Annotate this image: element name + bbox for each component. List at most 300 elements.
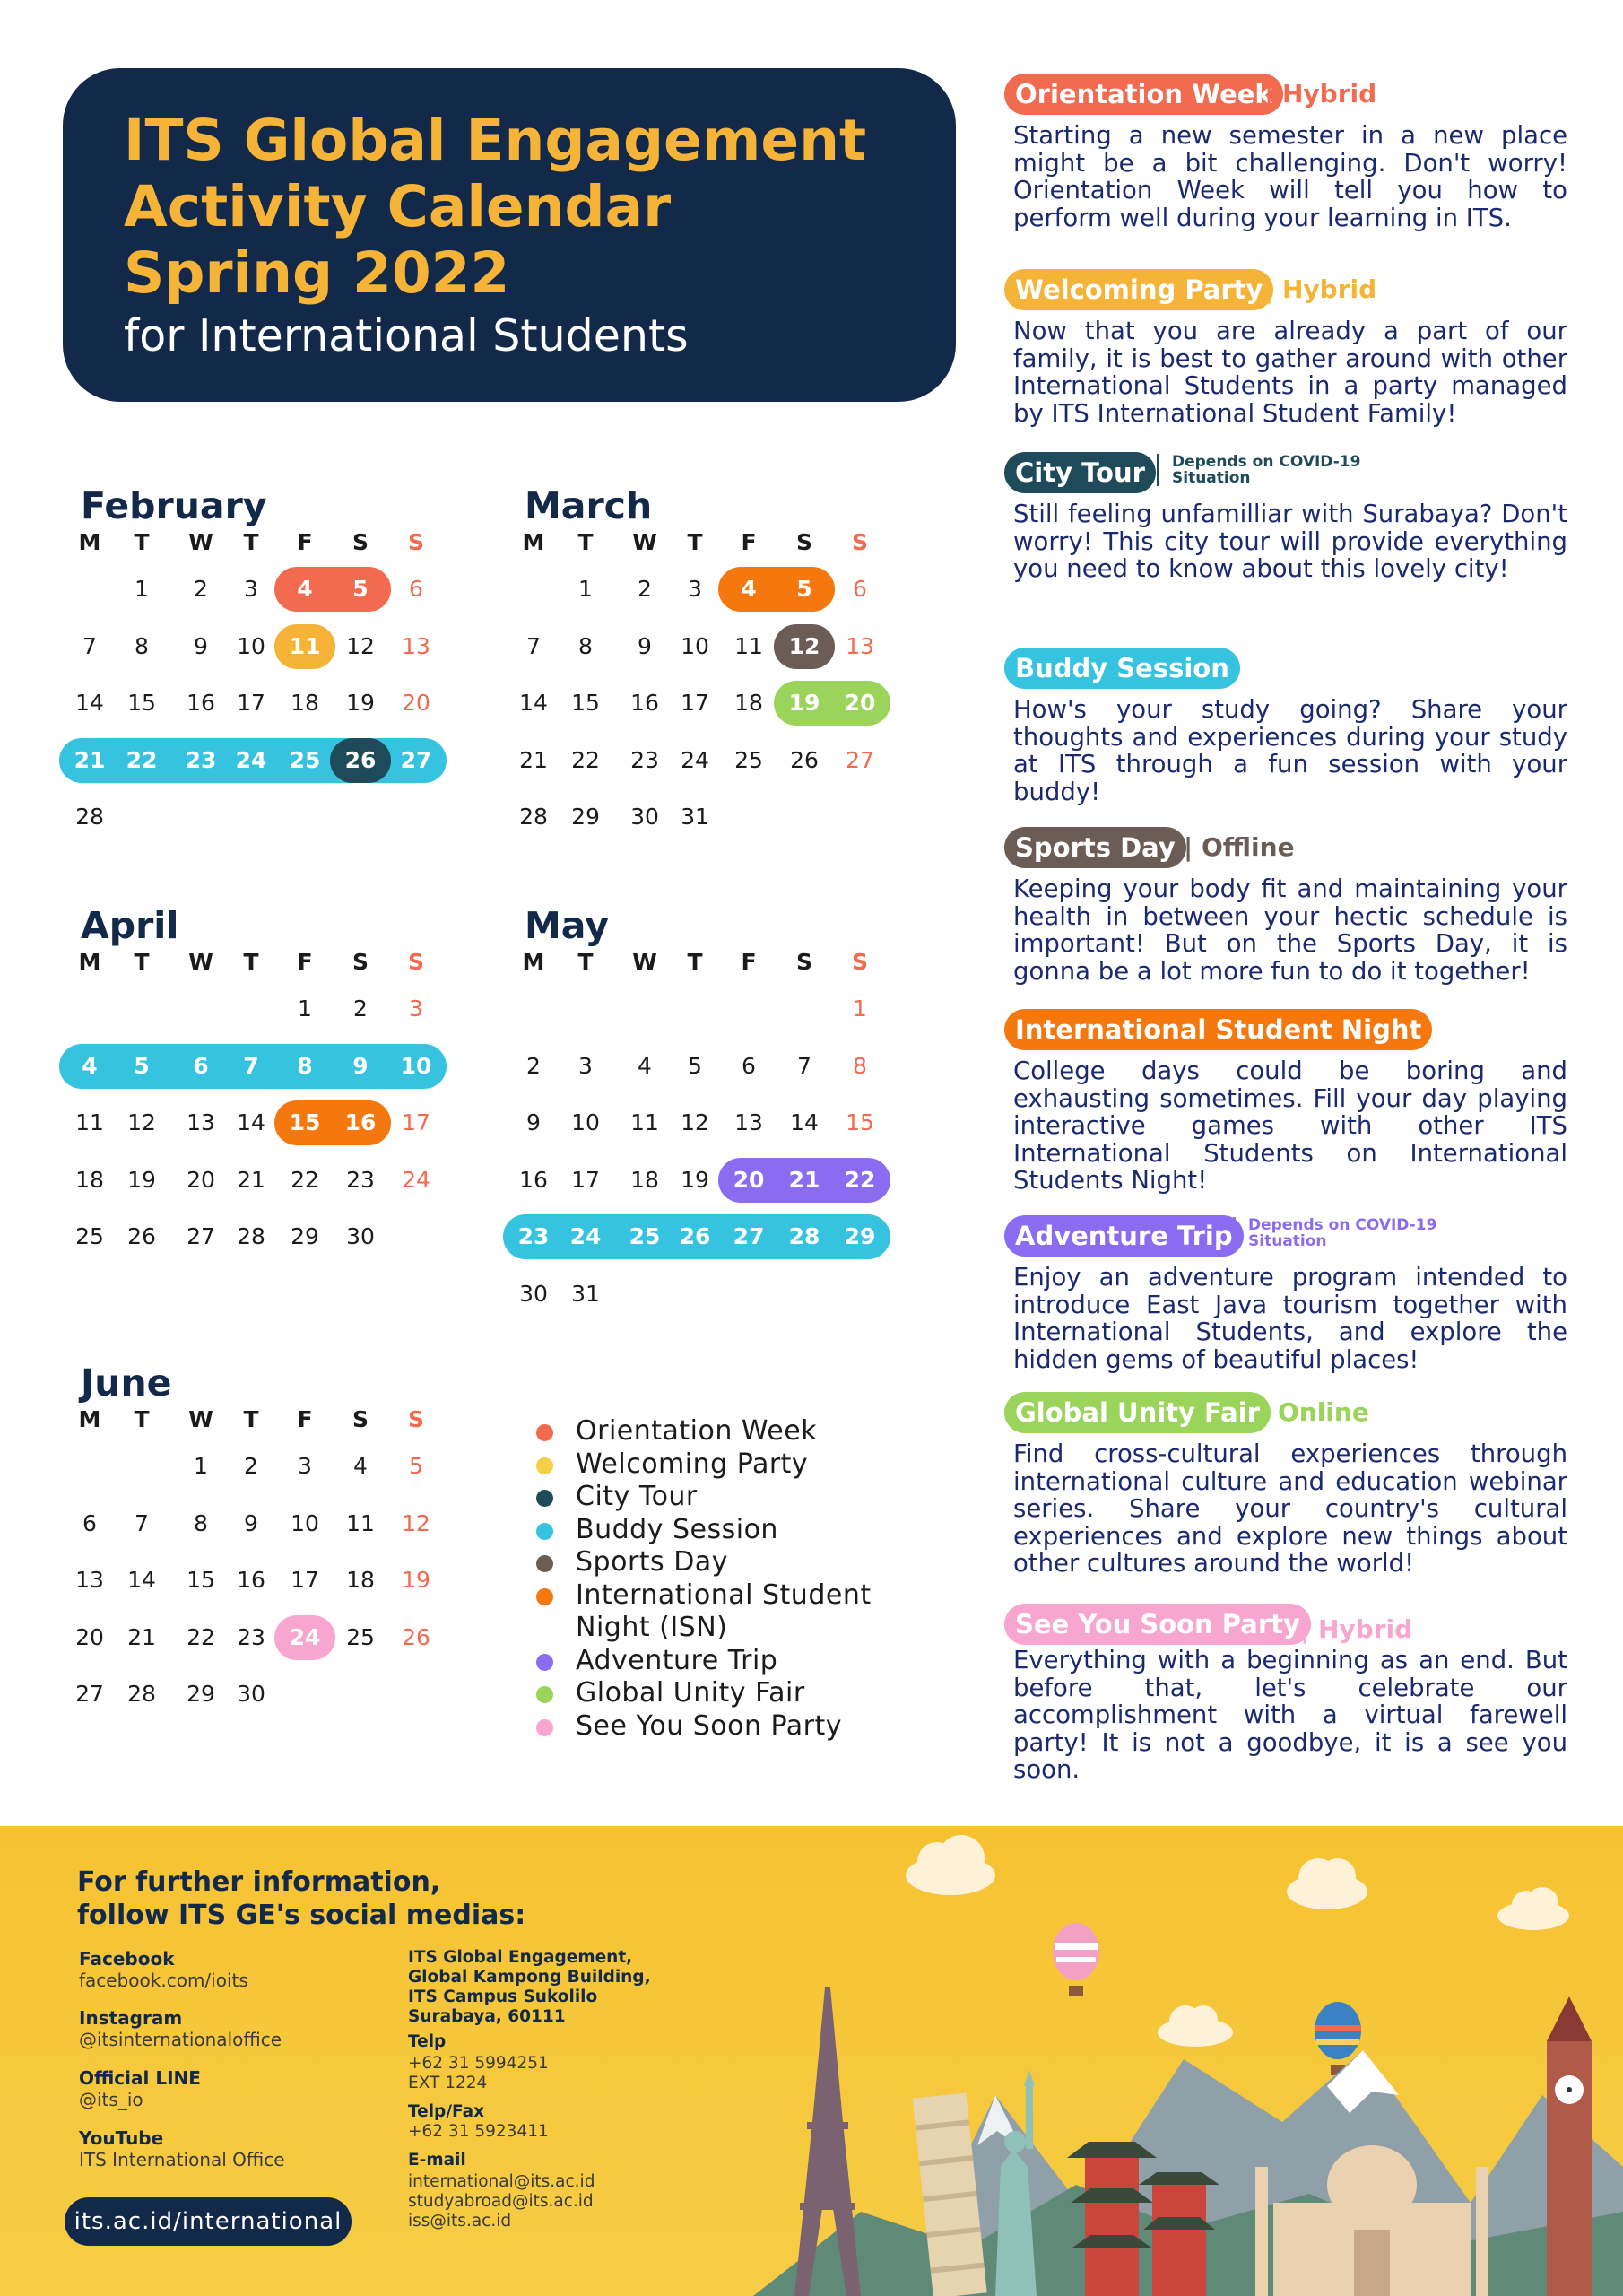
event-description: Still feeling unfamilliar with Surabaya? Don't worry! This city tour will provide everything you need to know about this lovely city!: [1013, 500, 1567, 583]
legend-dot: [536, 1555, 553, 1572]
calendar-day: 13: [402, 632, 430, 659]
calendar-day: 10: [571, 1109, 600, 1135]
calendar-day: 16: [237, 1567, 265, 1593]
calendar-day: 10: [400, 1052, 432, 1079]
month-name: June: [81, 1361, 172, 1405]
calendar-day: 6: [853, 576, 867, 602]
calendar-day: 23: [185, 746, 217, 773]
calendar-day: 24: [681, 746, 709, 773]
calendar-day: 7: [243, 1052, 259, 1079]
legend-dot: [536, 1523, 553, 1540]
calendar-day: 22: [187, 1623, 215, 1650]
calendar-day: 21: [788, 1166, 820, 1193]
calendar-day: 22: [126, 746, 158, 773]
event-description: Everything with a beginning as an end. But before that, let's celebrate our accomplishment with a virtual farewell party! It is not a goodbye, it is a see you soon.: [1013, 1646, 1567, 1784]
instagram-link[interactable]: @itsinternationaloffice: [79, 2029, 282, 2050]
calendar-day: 5: [352, 576, 369, 602]
calendar-day: 13: [846, 632, 874, 659]
calendar-day: 4: [741, 576, 757, 602]
event-tag: Global Unity Fair: [1004, 1392, 1271, 1433]
legend-item: [534, 1546, 965, 1579]
weekday-label: F: [297, 1406, 313, 1432]
calendar-day: 12: [402, 1509, 430, 1536]
event-description: Find cross-cultural experiences through international culture and education webinar series. Share your country's cultural experiences and explore new things about other cultures around the world!: [1013, 1439, 1567, 1578]
calendar-day: 6: [742, 1052, 756, 1079]
calendar-day: 23: [517, 1223, 550, 1249]
weekday-label: M: [78, 1406, 101, 1432]
calendar-day: 30: [237, 1681, 265, 1707]
address-line: ITS Global Engagement,: [408, 1948, 633, 1967]
calendar-day: 8: [297, 1052, 313, 1079]
calendar-day: 24: [289, 1623, 321, 1650]
event-description: Starting a new semester in a new place might be a bit challenging. Don't worry! Orientation Week will tell you how to perform well during your learning in ITS.: [1013, 121, 1567, 232]
calendar-day: 25: [75, 1223, 104, 1249]
event-international-student-night: [1004, 1009, 1567, 1195]
calendar-day: 23: [237, 1623, 265, 1650]
calendar-day: 31: [681, 804, 709, 830]
calendar-day: 20: [844, 690, 876, 716]
weekday-label: M: [522, 949, 545, 975]
address-line: ITS Campus Sukolilo: [408, 1987, 598, 2006]
month-name: April: [81, 904, 179, 947]
calendar-day: 8: [135, 632, 149, 659]
calendar-day: 3: [298, 1453, 312, 1479]
weekday-label: T: [577, 529, 594, 555]
calendar-day: 22: [291, 1166, 319, 1193]
event-see-you-soon-party: [1004, 1604, 1567, 1784]
legend-dot: [536, 1490, 553, 1507]
legend-label: Buddy Session: [576, 1513, 778, 1545]
weekday-label: S: [795, 529, 812, 555]
event-mode: | Offline: [1184, 832, 1295, 862]
calendar-day: 21: [74, 746, 106, 773]
calendar-day: 9: [194, 632, 208, 659]
calendar-day: 2: [526, 1052, 541, 1079]
calendar-day: 18: [734, 690, 763, 716]
calendar-day: 1: [194, 1453, 208, 1479]
calendar-day: 12: [681, 1109, 709, 1135]
event-tag: International Student Night: [1004, 1009, 1432, 1050]
calendar-day: 3: [688, 576, 702, 602]
legend-label: Sports Day: [576, 1546, 728, 1578]
event-header: [1004, 827, 1567, 868]
weekday-label: S: [352, 949, 369, 975]
calendar-day: 3: [578, 1052, 593, 1079]
event-mode: | Online: [1260, 1397, 1369, 1427]
page-title: [124, 108, 931, 307]
weekday-label: M: [522, 529, 545, 555]
calendar-day: 6: [409, 576, 423, 602]
month-april: [63, 904, 466, 1249]
event-city-tour: [1004, 452, 1567, 583]
email-link[interactable]: studyabroad@its.ac.id: [408, 2192, 594, 2211]
month-march: [507, 484, 910, 830]
calendar-day: 5: [796, 576, 812, 602]
calendar-day: 7: [82, 632, 97, 659]
calendar-day: 28: [519, 804, 548, 830]
weekday-label: S: [851, 529, 868, 555]
event-mode: Depends on COVID-19 Situation: [1157, 454, 1363, 486]
legend-item: [534, 1448, 965, 1482]
calendar-day: 1: [578, 576, 593, 602]
legend-label: Global Unity Fair: [576, 1677, 805, 1709]
email-label: E-mail: [408, 2151, 466, 2170]
weekday-label: M: [78, 949, 101, 975]
weekday-label: M: [78, 529, 101, 555]
legend-label: City Tour: [576, 1481, 698, 1512]
telp-line: +62 31 5994251: [408, 2054, 549, 2073]
calendar-day: 21: [127, 1623, 156, 1650]
weekday-label: F: [741, 949, 757, 975]
legend-dot: [536, 1424, 553, 1441]
telp-numbers: [408, 2054, 549, 2093]
event-tag: Buddy Session: [1004, 648, 1240, 689]
calendar-day: 11: [75, 1109, 104, 1135]
weekday-label: S: [352, 1406, 369, 1432]
calendar-day: 28: [788, 1223, 820, 1249]
calendar-day: 2: [194, 576, 208, 602]
calendar-day: 27: [75, 1681, 104, 1707]
youtube-label: YouTube: [79, 2127, 164, 2149]
calendar-day: 19: [402, 1567, 430, 1593]
legend-label: Welcoming Party: [576, 1448, 809, 1480]
calendar-day: 26: [344, 746, 377, 773]
calendar-day: 25: [346, 1623, 375, 1650]
legend-dot: [536, 1457, 553, 1474]
calendar-day: 16: [344, 1109, 377, 1135]
calendar-day: 12: [127, 1109, 156, 1135]
calendar-day: 4: [353, 1453, 368, 1479]
calendar-day: 7: [797, 1052, 812, 1079]
title-line-3: Spring 2022: [124, 240, 510, 306]
weekday-label: T: [243, 1406, 259, 1432]
calendar-day: 12: [346, 632, 375, 659]
calendar-day: 1: [853, 996, 867, 1022]
calendar-day: 20: [187, 1166, 215, 1193]
legend-label: Adventure Trip: [576, 1644, 778, 1676]
calendar-day: 27: [187, 1223, 215, 1249]
weekday-label: T: [134, 949, 150, 975]
calendar-day: 10: [237, 632, 265, 659]
calendar-day: 4: [638, 1052, 652, 1079]
telp-line: EXT 1224: [408, 2074, 488, 2092]
calendar-day: 19: [127, 1166, 156, 1193]
fax-label: Telp/Fax: [408, 2102, 485, 2121]
calendar-day: 23: [346, 1166, 375, 1193]
calendar-day: 15: [289, 1109, 321, 1135]
calendar-day: 23: [630, 746, 659, 773]
telp-label: Telp: [408, 2032, 447, 2051]
event-mode: Depends on COVID-19 Situation: [1233, 1217, 1439, 1249]
email-link[interactable]: iss@its.ac.id: [408, 2212, 512, 2231]
calendar-day: 26: [790, 746, 819, 773]
calendar-day: 18: [291, 690, 319, 716]
calendar-day: 8: [578, 632, 593, 659]
legend-item: [534, 1645, 965, 1678]
event-mode: | Hybrid: [1264, 274, 1377, 304]
weekday-label: T: [243, 949, 259, 975]
calendar-day: 22: [571, 746, 600, 773]
calendar-day: 30: [630, 804, 659, 830]
weekday-label: W: [632, 529, 657, 555]
email-link[interactable]: international@its.ac.id: [408, 2172, 595, 2191]
facebook-link[interactable]: facebook.com/ioits: [79, 1970, 248, 1991]
calendar-day: 29: [844, 1223, 876, 1249]
calendar-day: 25: [289, 746, 321, 773]
calendar-day: 28: [237, 1223, 265, 1249]
month-february: [63, 484, 466, 830]
legend-item: [534, 1579, 929, 1645]
calendar-day: 20: [733, 1166, 765, 1193]
event-tag: Sports Day: [1004, 827, 1186, 868]
calendar-day: 7: [135, 1509, 149, 1536]
calendar-day: 8: [853, 1052, 867, 1079]
legend-item: [534, 1481, 965, 1514]
legend: [534, 1415, 965, 1743]
month-name: March: [525, 484, 653, 527]
calendar-day: 15: [187, 1567, 215, 1593]
calendar-day: 26: [127, 1223, 156, 1249]
calendar-day: 6: [193, 1052, 209, 1079]
weekday-label: T: [134, 1406, 150, 1432]
calendar-day: 20: [75, 1623, 104, 1650]
weekday-label: W: [188, 529, 213, 555]
calendar-day: 2: [638, 576, 652, 602]
calendar-day: 8: [194, 1509, 208, 1536]
weekday-label: T: [687, 529, 703, 555]
calendar-day: 29: [291, 1223, 319, 1249]
calendar-day: 2: [244, 1453, 258, 1479]
calendar-day: 19: [788, 690, 820, 716]
website-link[interactable]: its.ac.id/international: [65, 2197, 352, 2246]
calendar-day: 1: [298, 996, 312, 1022]
hot-air-balloon-icon: [1053, 1923, 1099, 1996]
event-orientation-week: [1004, 74, 1567, 231]
month-name: May: [525, 904, 609, 947]
calendar-day: 10: [291, 1509, 319, 1536]
calendar-day: 10: [681, 632, 709, 659]
weekday-label: S: [407, 949, 424, 975]
calendar-day: 16: [519, 1166, 548, 1193]
follow-heading: [77, 1866, 525, 1932]
title-line-1: ITS Global Engagement: [124, 108, 867, 173]
event-tag: City Tour: [1004, 452, 1156, 493]
calendar-day: 28: [127, 1681, 156, 1707]
calendar-day: 14: [127, 1567, 156, 1593]
weekday-label: T: [577, 949, 594, 975]
calendar-day: 1: [135, 576, 149, 602]
calendar-day: 4: [297, 576, 313, 602]
calendar-day: 11: [630, 1109, 659, 1135]
title-line-2: Activity Calendar: [124, 174, 672, 239]
calendar-day: 9: [638, 632, 652, 659]
calendar-day: 13: [75, 1567, 104, 1593]
calendar-day: 4: [82, 1052, 98, 1079]
event-header: [1004, 1009, 1567, 1050]
calendar-day: 5: [688, 1052, 702, 1079]
event-description: Enjoy an adventure program intended to introduce East Java tourism together with International Students, and explore the hidden gems of beautiful places!: [1013, 1263, 1567, 1374]
calendar-day: 16: [630, 690, 659, 716]
calendar-day: 15: [127, 690, 156, 716]
month-may: [507, 904, 910, 1307]
weekday-label: F: [297, 529, 313, 555]
calendar-day: 24: [569, 1223, 602, 1249]
calendar-day: 25: [734, 746, 763, 773]
address-line: Surabaya, 60111: [408, 2007, 566, 2026]
fax-number: +62 31 5923411: [408, 2122, 549, 2141]
legend-item: [534, 1710, 965, 1744]
legend-dot: [536, 1588, 553, 1605]
event-tag: Welcoming Party: [1004, 269, 1273, 310]
instagram-label: Instagram: [79, 2007, 183, 2029]
calendar-day: 22: [844, 1166, 876, 1193]
weekday-label: T: [243, 529, 259, 555]
calendar-day: 17: [237, 690, 265, 716]
calendar-day: 18: [630, 1166, 659, 1193]
calendar-day: 25: [629, 1223, 661, 1249]
calendar-day: 14: [237, 1109, 265, 1135]
calendar-day: 19: [681, 1166, 709, 1193]
event-description: Keeping your body fit and maintaining your health in between your hectic schedule is important! But on the Sports Day, it is gonna be a lot more fun to do it together!: [1013, 874, 1567, 986]
event-buddy-session: [1004, 648, 1567, 805]
calendar-day: 15: [571, 690, 600, 716]
event-header: [1004, 1215, 1567, 1257]
calendar-day: 19: [346, 690, 375, 716]
event-header: [1004, 452, 1567, 493]
calendar-day: 3: [409, 996, 423, 1022]
line-label: Official LINE: [79, 2067, 201, 2089]
event-tag: Orientation Week: [1004, 74, 1283, 115]
legend-item: [534, 1415, 965, 1448]
event-adventure-trip: [1004, 1215, 1567, 1373]
calendar-day: 28: [75, 804, 104, 830]
weekday-label: W: [632, 949, 657, 975]
calendar-day: 20: [402, 690, 430, 716]
legend-label: Orientation Week: [576, 1415, 818, 1447]
page-subtitle: for International Students: [124, 310, 689, 361]
calendar-day: 29: [187, 1681, 215, 1707]
legend-label: International Student Night (ISN): [576, 1578, 872, 1643]
youtube-link[interactable]: ITS International Office: [79, 2149, 285, 2170]
event-header: [1004, 269, 1567, 310]
weekday-label: S: [352, 529, 369, 555]
calendar-day: 13: [734, 1109, 763, 1135]
weekday-label: S: [407, 1406, 424, 1432]
event-mode: | Hybrid: [1264, 79, 1377, 109]
legend-item: [534, 1514, 965, 1547]
event-tag: See You Soon Party: [1004, 1604, 1311, 1645]
address-line: Global Kampong Building,: [408, 1968, 651, 1987]
calendar-day: 30: [519, 1280, 548, 1307]
calendar-day: 27: [400, 746, 432, 773]
month-june: [63, 1361, 466, 1707]
calendar-day: 21: [519, 746, 548, 773]
event-header: [1004, 74, 1567, 115]
email-list: [408, 2172, 595, 2231]
calendar-day: 7: [526, 632, 541, 659]
calendar-day: 18: [75, 1166, 104, 1193]
event-description: How's your study going? Share your thoughts and experiences during your study at ITS through a fun session with your buddy!: [1013, 695, 1567, 806]
calendar-day: 24: [402, 1166, 430, 1193]
event-tag: Adventure Trip: [1004, 1215, 1244, 1257]
address: [408, 1948, 651, 2027]
calendar-day: 17: [681, 690, 709, 716]
legend-dot: [536, 1686, 553, 1703]
event-welcoming-party: [1004, 269, 1567, 427]
calendar-day: 12: [788, 632, 820, 659]
calendar-day: 31: [571, 1280, 600, 1307]
legend-label: See You Soon Party: [576, 1709, 843, 1742]
weekday-label: T: [687, 949, 703, 975]
legend-dot: [536, 1654, 553, 1671]
title-banner: [63, 68, 956, 402]
calendar-day: 21: [237, 1166, 265, 1193]
calendar-day: 18: [346, 1567, 375, 1593]
calendar-day: 15: [846, 1109, 874, 1135]
calendar-day: 9: [352, 1052, 369, 1079]
cloud-icon: [906, 1835, 1569, 2047]
facebook-label: Facebook: [79, 1948, 175, 1970]
calendar-day: 3: [244, 576, 258, 602]
calendar-day: 14: [75, 690, 104, 716]
event-description: College days could be boring and exhausting sometimes. Fill your day playing interactive games with other ITS International Students on International Students Night!: [1013, 1057, 1567, 1195]
event-sports-day: [1004, 827, 1567, 985]
calendar-day: 24: [235, 746, 267, 773]
weekday-label: W: [188, 1406, 213, 1432]
calendar-day: 30: [346, 1223, 375, 1249]
weekday-label: F: [741, 529, 757, 555]
event-mode: | Hybrid: [1300, 1614, 1413, 1644]
big-ben-icon: [1547, 1996, 1592, 2296]
calendar-day: 11: [346, 1509, 375, 1536]
calendar-day: 11: [734, 632, 763, 659]
calendar-day: 27: [733, 1223, 765, 1249]
legend-item: [534, 1677, 965, 1710]
month-name: February: [81, 484, 267, 527]
follow-line-2: follow ITS GE's social medias:: [77, 1900, 526, 1931]
weekday-label: T: [134, 529, 150, 555]
calendar-day: 2: [353, 996, 368, 1022]
calendar-day: 17: [402, 1109, 430, 1135]
line-link[interactable]: @its_io: [79, 2089, 143, 2110]
calendar-day: 26: [402, 1623, 430, 1650]
calendar-day: 11: [289, 632, 321, 659]
follow-line-1: For further information,: [77, 1866, 441, 1898]
weekday-label: F: [297, 949, 313, 975]
calendar-day: 29: [571, 804, 600, 830]
event-global-unity-fair: [1004, 1392, 1567, 1578]
calendar-day: 17: [291, 1567, 319, 1593]
calendar-day: 13: [187, 1109, 215, 1135]
event-description: Now that you are already a part of our family, it is best to gather around with other International Students in a party managed by ITS International Student Family!: [1013, 317, 1567, 428]
calendar-day: 26: [679, 1223, 711, 1249]
event-header: [1004, 648, 1567, 689]
calendar-day: 27: [846, 746, 874, 773]
calendar-day: 9: [244, 1509, 258, 1536]
weekday-label: S: [407, 529, 424, 555]
weekday-label: W: [188, 949, 213, 975]
calendar-day: 14: [519, 690, 548, 716]
calendar-day: 6: [82, 1509, 97, 1536]
calendar-day: 16: [187, 690, 215, 716]
event-header: [1004, 1604, 1567, 1645]
legend-dot: [536, 1719, 553, 1736]
weekday-label: S: [851, 949, 868, 975]
calendar-day: 5: [134, 1052, 150, 1079]
weekday-label: S: [795, 949, 812, 975]
calendar-day: 5: [409, 1453, 423, 1479]
calendar-day: 14: [790, 1109, 819, 1135]
